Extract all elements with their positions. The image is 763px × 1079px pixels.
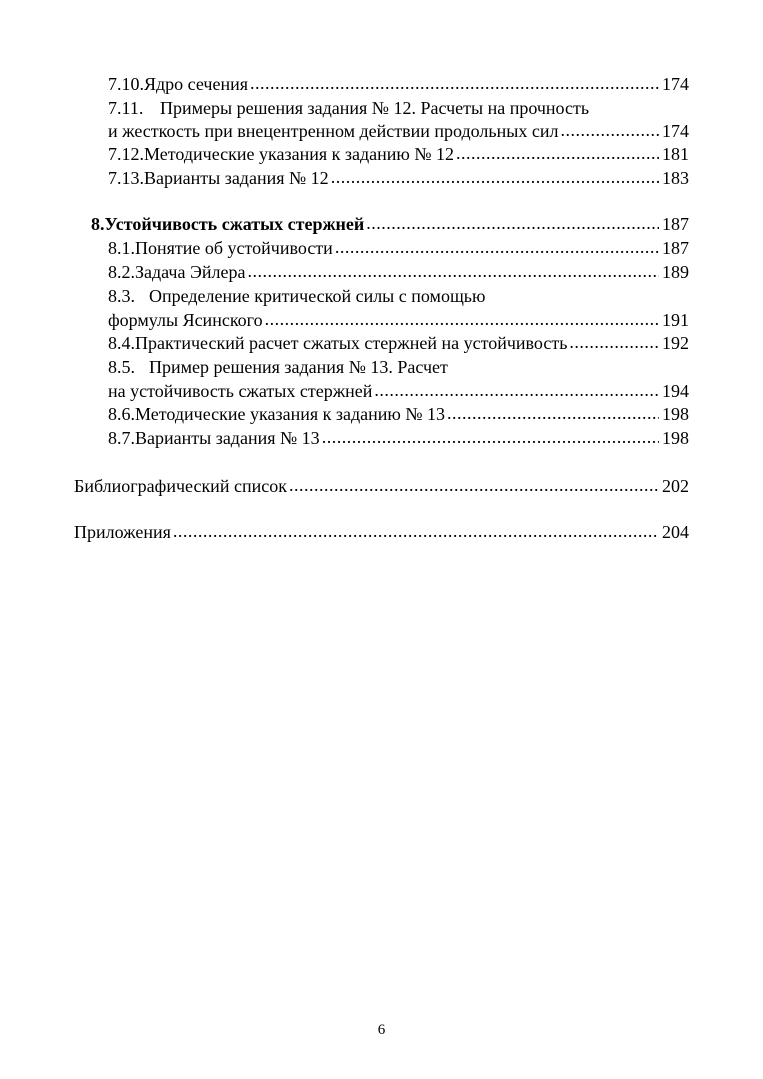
dot-leader (560, 119, 659, 142)
entry-title: Ядро сечения (144, 74, 249, 94)
entry-page: 198 (662, 428, 689, 448)
entry-number: 8.6. (108, 404, 135, 424)
toc-entry-8-3[interactable] (108, 309, 689, 332)
toc-entry-7-11[interactable] (108, 120, 689, 143)
dot-leader (447, 402, 659, 425)
dot-leader (456, 142, 659, 165)
dot-leader (289, 474, 659, 497)
entry-title: Варианты задания № 12 (144, 168, 329, 188)
entry-title: Пример решения задания № 13. Расчет (149, 357, 448, 377)
entry-title-continued: и жесткость при внецентренном действии продольных сил (108, 121, 559, 141)
entry-page: 204 (662, 522, 689, 542)
entry-number: 7.12. (108, 144, 144, 164)
entry-number: 8.5. (108, 357, 135, 377)
entry-title: Методические указания к заданию № 13 (135, 404, 445, 424)
dot-leader (322, 426, 659, 449)
toc-entry-8-5[interactable] (108, 380, 689, 403)
toc-entry-appendices[interactable] (74, 521, 689, 544)
entry-page: 174 (662, 121, 689, 141)
entry-page: 198 (662, 404, 689, 424)
toc-entry-8-4[interactable] (108, 332, 689, 355)
entry-title: Приложения (74, 522, 171, 542)
dot-leader (366, 212, 659, 235)
entry-page: 202 (662, 476, 689, 496)
toc-entry-7-10[interactable] (108, 73, 689, 96)
entry-page: 191 (662, 310, 689, 330)
toc-entry-8-1[interactable] (108, 237, 689, 260)
toc-entry-7-11-line1[interactable] (108, 97, 589, 120)
page-number: 6 (377, 1022, 386, 1038)
entry-page: 183 (662, 168, 689, 188)
entry-title: Варианты задания № 13 (135, 428, 320, 448)
toc-entry-8-5-line1[interactable] (108, 356, 448, 379)
entry-page: 189 (662, 262, 689, 282)
entry-page: 187 (662, 238, 689, 258)
entry-title: Методические указания к заданию № 12 (144, 144, 454, 164)
entry-number: 7.13. (108, 168, 144, 188)
toc-entry-bibliography[interactable] (74, 475, 689, 498)
dot-leader (247, 260, 659, 283)
entry-title-continued: на устойчивость сжатых стержней (108, 381, 373, 401)
toc-entry-8-3-line1[interactable] (108, 285, 485, 308)
entry-number: 7.11. (108, 98, 144, 118)
entry-page: 192 (662, 333, 689, 353)
entry-number: 8.1. (108, 238, 135, 258)
entry-page: 174 (662, 74, 689, 94)
entry-number: 8.4. (108, 333, 135, 353)
entry-number: 8.2. (108, 262, 135, 282)
toc-entry-8-6[interactable] (108, 403, 689, 426)
entry-page: 187 (662, 214, 689, 234)
entry-title: Понятие об устойчивости (135, 238, 333, 258)
dot-leader (374, 379, 659, 402)
entry-page: 194 (662, 381, 689, 401)
entry-title: Задача Эйлера (135, 262, 246, 282)
entry-title: Практический расчет сжатых стержней на устойчивость (135, 333, 568, 353)
entry-title-continued: формулы Ясинского (108, 310, 263, 330)
toc-entry-8-7[interactable] (108, 427, 689, 450)
dot-leader (569, 331, 659, 354)
entry-page: 181 (662, 144, 689, 164)
dot-leader (265, 308, 659, 331)
entry-title: Библиографический список (74, 476, 287, 496)
dot-leader (331, 166, 659, 189)
chapter-number: 8. (91, 214, 105, 234)
entry-title: Определение критической силы с помощью (149, 286, 486, 306)
entry-number: 8.3. (108, 286, 135, 306)
toc-entry-7-13[interactable] (108, 167, 689, 190)
toc-chapter-8[interactable] (91, 213, 689, 236)
dot-leader (335, 236, 659, 259)
dot-leader (250, 72, 659, 95)
toc-entry-8-2[interactable] (108, 261, 689, 284)
entry-number: 8.7. (108, 428, 135, 448)
entry-title: Примеры решения задания № 12. Расчеты на прочность (160, 98, 590, 118)
chapter-title: Устойчивость сжатых стержней (104, 214, 365, 234)
dot-leader (173, 520, 659, 543)
toc-entry-7-12[interactable] (108, 143, 689, 166)
entry-number: 7.10. (108, 74, 144, 94)
